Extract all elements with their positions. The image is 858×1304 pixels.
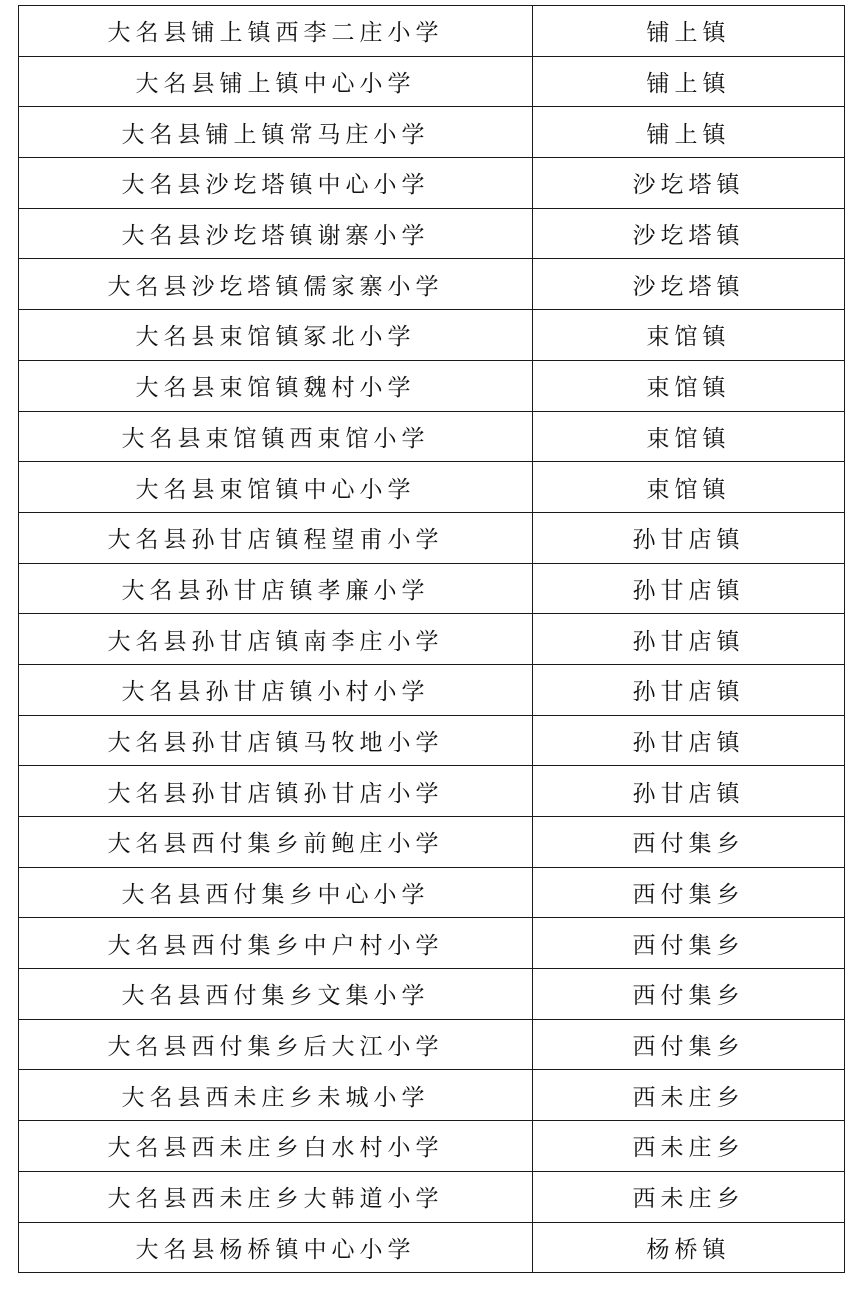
table-row [19, 563, 845, 614]
table-row [19, 614, 845, 665]
town-cell: 西付集乡 [533, 1019, 845, 1070]
table-row [19, 107, 845, 158]
table-row [19, 259, 845, 310]
town-cell: 西付集乡 [533, 867, 845, 918]
town-cell: 沙圪塔镇 [533, 208, 845, 259]
town-cell: 孙甘店镇 [533, 715, 845, 766]
school-name-cell: 大名县孙甘店镇马牧地小学 [19, 715, 533, 766]
school-name-cell: 大名县孙甘店镇小村小学 [19, 664, 533, 715]
table-row [19, 56, 845, 107]
school-name-cell: 大名县束馆镇魏村小学 [19, 360, 533, 411]
town-cell: 束馆镇 [533, 462, 845, 513]
town-cell: 束馆镇 [533, 310, 845, 361]
town-cell: 西未庄乡 [533, 1121, 845, 1172]
school-name-cell: 大名县西未庄乡白水村小学 [19, 1121, 533, 1172]
table-row [19, 1222, 845, 1273]
town-cell: 杨桥镇 [533, 1222, 845, 1273]
town-cell: 铺上镇 [533, 6, 845, 57]
table-row [19, 411, 845, 462]
town-cell: 束馆镇 [533, 411, 845, 462]
school-name-cell: 大名县铺上镇常马庄小学 [19, 107, 533, 158]
town-cell: 沙圪塔镇 [533, 259, 845, 310]
school-name-cell: 大名县杨桥镇中心小学 [19, 1222, 533, 1273]
town-cell: 铺上镇 [533, 56, 845, 107]
table-row [19, 664, 845, 715]
school-name-cell: 大名县孙甘店镇程望甫小学 [19, 512, 533, 563]
town-cell: 孙甘店镇 [533, 664, 845, 715]
town-cell: 西未庄乡 [533, 1171, 845, 1222]
table-row [19, 208, 845, 259]
school-name-cell: 大名县孙甘店镇孝廉小学 [19, 563, 533, 614]
table-row [19, 6, 845, 57]
town-cell: 孙甘店镇 [533, 512, 845, 563]
town-cell: 西付集乡 [533, 969, 845, 1020]
table-row [19, 918, 845, 969]
school-name-cell: 大名县西付集乡中户村小学 [19, 918, 533, 969]
table-row [19, 715, 845, 766]
town-cell: 西付集乡 [533, 918, 845, 969]
table-row [19, 766, 845, 817]
town-cell: 孙甘店镇 [533, 766, 845, 817]
town-cell: 孙甘店镇 [533, 614, 845, 665]
school-name-cell: 大名县西未庄乡大韩道小学 [19, 1171, 533, 1222]
table-row [19, 360, 845, 411]
school-table-body [19, 6, 845, 1273]
school-name-cell: 大名县沙圪塔镇谢寨小学 [19, 208, 533, 259]
school-name-cell: 大名县西付集乡前鲍庄小学 [19, 817, 533, 868]
town-cell: 西付集乡 [533, 817, 845, 868]
town-cell: 铺上镇 [533, 107, 845, 158]
town-cell: 束馆镇 [533, 360, 845, 411]
school-name-cell: 大名县束馆镇中心小学 [19, 462, 533, 513]
table-row [19, 867, 845, 918]
school-name-cell: 大名县西未庄乡未城小学 [19, 1070, 533, 1121]
school-name-cell: 大名县铺上镇西李二庄小学 [19, 6, 533, 57]
table-row [19, 310, 845, 361]
table-row [19, 1070, 845, 1121]
school-name-cell: 大名县孙甘店镇孙甘店小学 [19, 766, 533, 817]
school-name-cell: 大名县孙甘店镇南李庄小学 [19, 614, 533, 665]
town-cell: 西未庄乡 [533, 1070, 845, 1121]
school-name-cell: 大名县束馆镇西束馆小学 [19, 411, 533, 462]
school-name-cell: 大名县西付集乡后大江小学 [19, 1019, 533, 1070]
school-name-cell: 大名县西付集乡中心小学 [19, 867, 533, 918]
table-row [19, 1121, 845, 1172]
school-name-cell: 大名县沙圪塔镇儒家寨小学 [19, 259, 533, 310]
table-row [19, 462, 845, 513]
school-name-cell: 大名县西付集乡文集小学 [19, 969, 533, 1020]
table-row [19, 1019, 845, 1070]
school-name-cell: 大名县束馆镇冢北小学 [19, 310, 533, 361]
town-cell: 孙甘店镇 [533, 563, 845, 614]
school-name-cell: 大名县铺上镇中心小学 [19, 56, 533, 107]
school-name-cell: 大名县沙圪塔镇中心小学 [19, 158, 533, 209]
school-table [18, 5, 845, 1273]
table-row [19, 817, 845, 868]
table-row [19, 969, 845, 1020]
table-row [19, 158, 845, 209]
table-row [19, 1171, 845, 1222]
table-row [19, 512, 845, 563]
town-cell: 沙圪塔镇 [533, 158, 845, 209]
